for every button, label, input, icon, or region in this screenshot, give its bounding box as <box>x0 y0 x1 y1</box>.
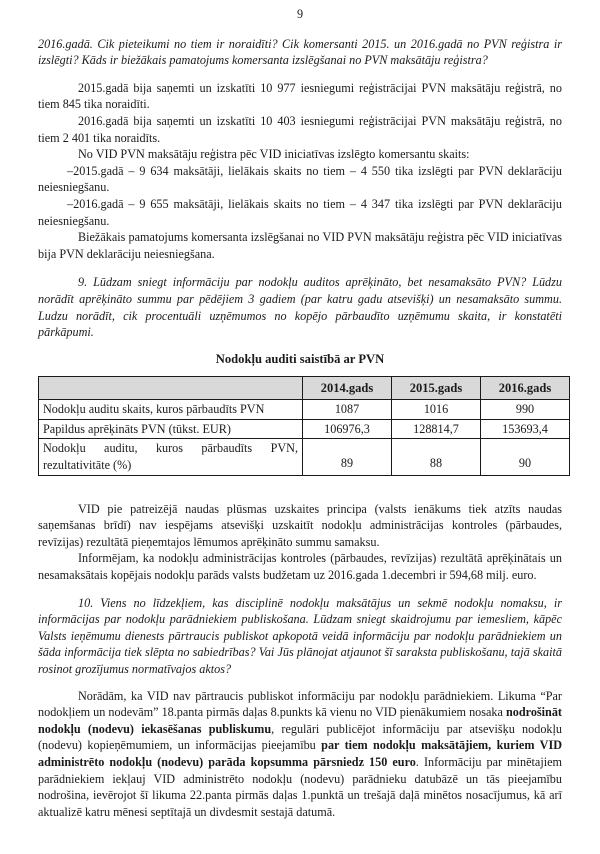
answer-10-run: , regulāri publicējot informāciju par atsevišķu nodokļu (nodevu) kopieņēmumiem, un informācijas pieejamību <box>38 721 562 753</box>
row-label: Papildus aprēķināts PVN (tūkst. EUR) <box>39 419 303 439</box>
answer-8-paragraph: 2015.gadā bija saņemti un izskatīti 10 977 iesniegumi reģistrācijai PVN maksātāju reģistrā, no tiem 845 tika noraidīti. <box>38 80 562 112</box>
answer-10-paragraph <box>38 688 562 821</box>
answer-8-block <box>38 80 562 263</box>
table-cell: 128814,7 <box>392 419 481 439</box>
table-cell: 990 <box>481 400 570 420</box>
answer-10-run: . Informāciju par minētajiem parādniekiem iekļauj VID administrēto nodokļu (nodevu) parādnieku datubāzē un tās pieejamību nodrošina, ievērojot šī likuma 22.panta pirmās daļas 1.punktā un trešajā daļā minētos nosacījumus, kā arī aktualizē katru mēnesi septītajā un divdesmit sestajā datumā. <box>38 754 562 819</box>
row-label: Nodokļu auditu, kuros pārbaudīts PVN, rezultativitāte (%) <box>39 439 303 475</box>
answer-8-paragraph: No VID PVN maksātāju reģistra pēc VID iniciatīvas izslēgto komersantu skaits: <box>78 147 470 162</box>
table-cell: 88 <box>392 439 481 475</box>
answer-8-paragraph: Biežākais pamatojums komersanta izslēgšanai no VID PVN maksātāju reģistra pēc VID iniciatīvas bija PVN deklarāciju neiesniegšana. <box>38 230 562 261</box>
answer-10-bold-run: nodrošināt nodokļu (nodevu) iekasēšanas publiskumu <box>38 705 562 736</box>
table-cell: 153693,4 <box>481 419 570 439</box>
answer-10-bold-run: par tiem nodokļu maksātājiem, kuriem VID administrēto nodokļu (nodevu) parāda kopsumma pārsniedz 150 euro <box>38 738 562 769</box>
table-cell: 106976,3 <box>303 419 392 439</box>
table-header-empty <box>39 377 303 400</box>
answer-9-paragraph: VID pie patreizējā naudas plūsmas uzskaites principa (valsts ienākums tiek atzīts naudas saņemšanas brīdī) nav iespējams atsevišķi uzskaitīt nodokļu administrācijas kontroles (pārbaudes, revīzijas) rezultātā pieņemtajos lēmumos aprēķināto summu samaksu. <box>38 501 562 549</box>
row-label: Nodokļu auditu skaits, kuros pārbaudīts PVN <box>39 400 303 420</box>
question-8-continuation: 2016.gadā. Cik pieteikumi no tiem ir noraidīti? Cik komersanti 2015. un 2016.gadā no PVN reģistra ir izslēgti? Kāds ir biežākais pamatojums komersanta izslēgšanai no PVN maksātāju reģistra? <box>38 36 562 68</box>
table-cell: 90 <box>481 439 570 475</box>
answer-8-list-item: –2016.gadā – 9 655 maksātāji, lielākais skaits no tiem – 4 347 tika izslēgti par PVN deklarāciju neiesniegšanu. <box>38 196 562 228</box>
table-header-2015: 2015.gads <box>392 377 481 400</box>
question-10: 10. Viens no līdzekļiem, kas disciplinē nodokļu maksātājus un sekmē nodokļu nomaksu, ir informācijas par nodokļu parādniekiem publiskošana. Lūdzam sniegt skaidrojumu par iemesliem, kāpēc Valsts ieņēmumu dienests pārtraucis publiskot apkopotā veidā informāciju par nodokļu parādniekiem un šāda informācija tiek slēpta no sabiedrības? Vai Jūs plānojat atjaunot šī saraksta publiskošanu, tajā skaitā rosinot grozījumus normatīvajos aktos? <box>38 595 562 676</box>
pvn-audit-table <box>38 376 570 475</box>
answer-8-paragraph: 2016.gadā bija saņemti un izskatīti 10 403 iesniegumi reģistrācijai PVN maksātāju reģistrā, no tiem 2 401 tika noraidīts. <box>38 113 562 145</box>
page-number: 9 <box>296 7 304 21</box>
table-row <box>39 419 570 439</box>
answer-8-list-item: –2015.gadā – 9 634 maksātāji, lielākais skaits no tiem – 4 550 tika izslēgti par PVN deklarāciju neiesniegšanu. <box>38 163 562 195</box>
table-header-row <box>39 377 570 400</box>
table-title: Nodokļu auditi saistībā ar PVN <box>215 351 385 366</box>
table-header-2016: 2016.gads <box>481 377 570 400</box>
answer-9-paragraph: Informējam, ka nodokļu administrācijas kontroles (pārbaudes, revīzijas) rezultātā aprēķinātais un nesamaksātais kopējais nodokļu parāds valsts budžetam uz 2016.gada 1.decembri ir 594,68 milj. euro. <box>38 551 562 583</box>
table-cell: 1016 <box>392 400 481 420</box>
table-header-2014: 2014.gads <box>303 377 392 400</box>
question-9: 9. Lūdzam sniegt informāciju par nodokļu auditos aprēķināto, bet nesamaksāto PVN? Lūdzu norādīt aprēķināto summu par pēdējiem 3 gadiem (par katru gadu atsevišķi) un nesamaksāto summu. Ludzu norādīt, cik procentuāli uzņēmumos no kopējo pārbaudīto uzņēmumu skaita, ir konstatēti pārkāpumi. <box>38 275 562 340</box>
answer-10-run: Norādām, ka VID nav pārtraucis publiskot informāciju par nodokļu parādniekiem. Likuma “Par nodokļiem un nodevām” 18.panta pirmās daļas 8.punkts kā vienu no VID pienākumiem nosaka <box>38 688 562 720</box>
table-row <box>39 439 570 475</box>
table-cell: 89 <box>303 439 392 475</box>
table-cell: 1087 <box>303 400 392 420</box>
table-row <box>39 400 570 420</box>
